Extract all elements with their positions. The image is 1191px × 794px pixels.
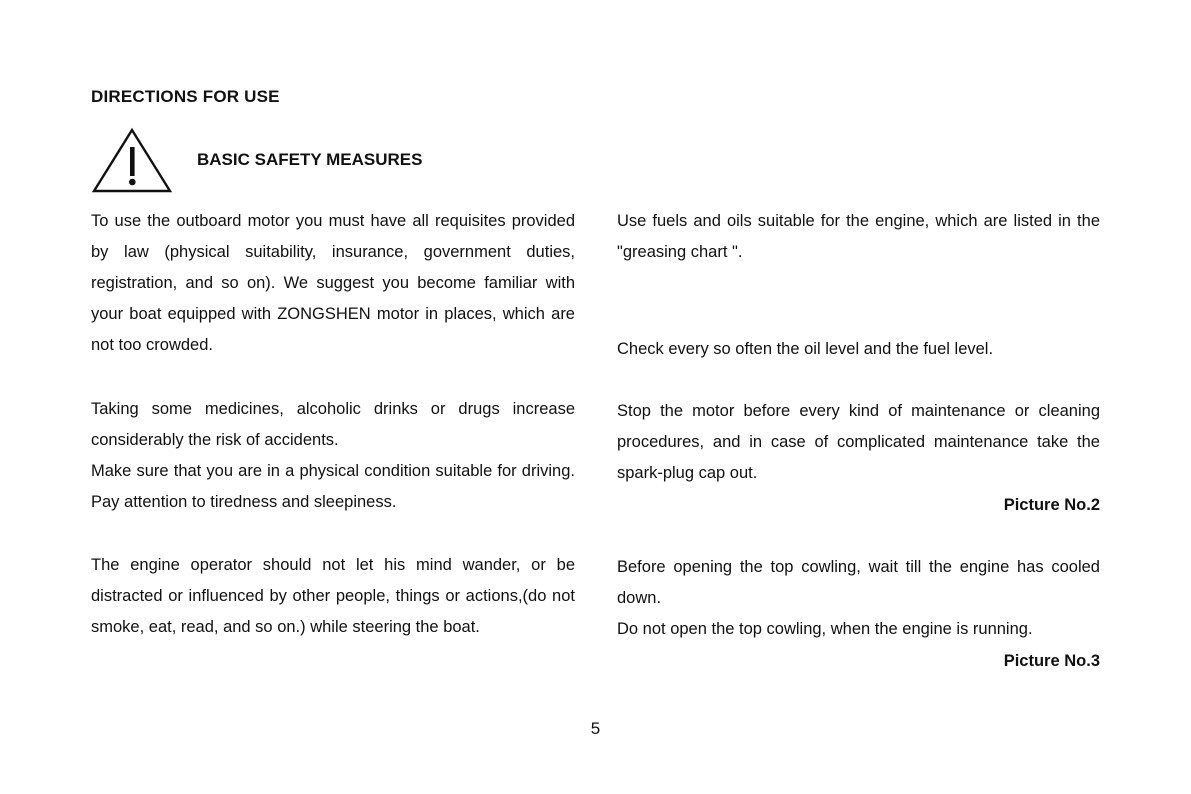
paragraph-stop-motor: Stop the motor before every kind of maintenance or cleaning procedures, and in case of complicated maintenance take the spark-plug cap out. xyxy=(617,402,1100,482)
paragraph-operator-attention: The engine operator should not let his mind wander, or be distracted or influenced by other people, things or actions,(do not smoke, eat, read, and so on.) while steering the boat. xyxy=(91,556,575,636)
paragraph-check-levels: Check every so often the oil level and the fuel level. xyxy=(617,340,994,358)
warning-triangle-icon xyxy=(92,127,172,193)
paragraph-requisites: To use the outboard motor you must have all requisites provided by law (physical suitability, insurance, government duties, registration, and so on). We suggest you become familiar with your boat equipped with ZONGSHEN motor in places, which are not too crowded. xyxy=(91,212,575,354)
section-title: DIRECTIONS FOR USE xyxy=(91,87,280,106)
paragraph-medicines: Taking some medicines, alcoholic drinks or drugs increase considerably the risk of accidents. xyxy=(91,400,575,449)
picture-2-label: Picture No.2 xyxy=(1003,496,1100,514)
paragraph-fuels-oils: Use fuels and oils suitable for the engine, which are listed in the "greasing chart ". xyxy=(617,212,1100,261)
subsection-title: BASIC SAFETY MEASURES xyxy=(197,150,423,169)
paragraph-physical-condition: Make sure that you are in a physical condition suitable for driving. Pay attention to tiredness and sleepiness. xyxy=(91,462,575,511)
page-number: 5 xyxy=(590,719,601,738)
picture-3-label: Picture No.3 xyxy=(1003,652,1100,670)
paragraph-cowling-running: Do not open the top cowling, when the engine is running. xyxy=(617,620,1033,638)
paragraph-cowling-cool: Before opening the top cowling, wait till the engine has cooled down. xyxy=(617,558,1100,607)
